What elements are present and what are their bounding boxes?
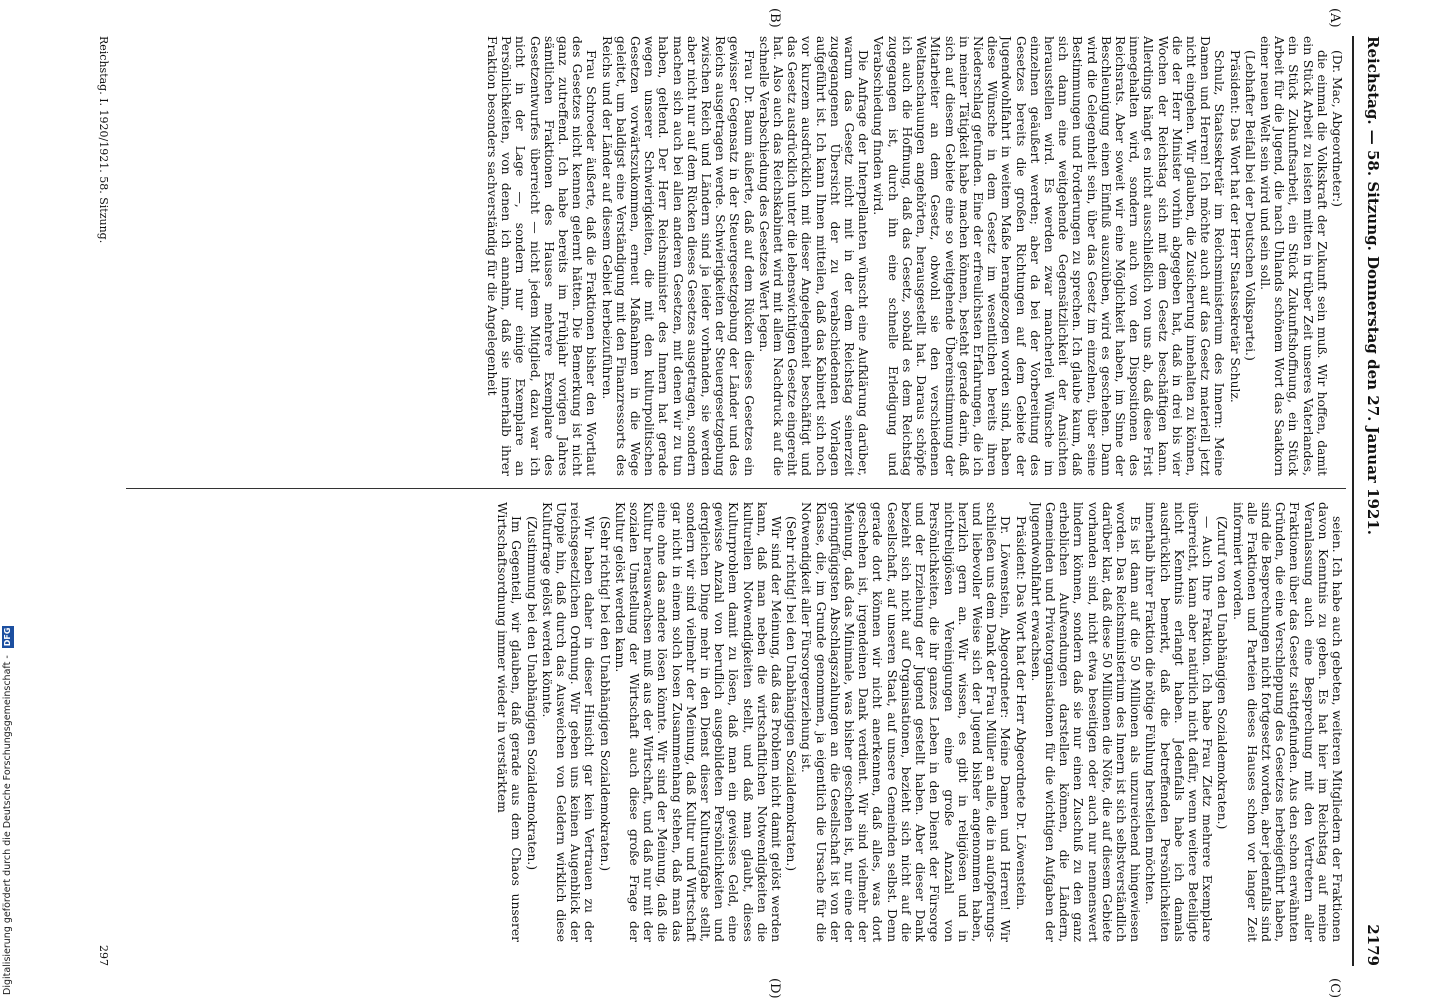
- margin-marker-c: (C): [1327, 978, 1342, 999]
- left_column-paragraph: Frau Dr. Baum äußerte, daß auf dem Rücken dieses Gesetzes ein gewisser Gegensatz in der Steuergesetzgebung der Länder und des Reichs ausgetragen werde. Schwierigkeiten der Steuergesetzgebung zwischen Reich und Ländern sind ja leider vorhanden, sie werden aber nicht nur auf dem Rücken dieses Gesetzes ausgetragen, sondern machen sich auch bei allen anderen Gesetzen, mit denen wir zu tun haben, geltend. Der Herr Reichsminister des Innern hat gerade wegen unserer Schwierigkeiten, die mit den kulturpolitischen Gesetzen vorwärtszukommen, erneut Maßnahmen in die Wege geleitet, um baldigst eine Verständigung mit den Finanzressorts des Reichs und der Länder auf diesem Gebiet herbeizuführen.: [599, 36, 756, 476]
- right_column-paragraph: Im Gegenteil, wir glauben, daß gerade aus dem Chaos unserer Wirtschaftsordnung immer wieder in verstärktem: [495, 502, 524, 942]
- right_column-paragraph: — Auch Ihre Fraktion. Ich habe Frau Zietz mehrere Exemplare überreicht, kann aber natürlich nicht dafür, wenn weitere Beteiligte nicht Kenntnis erlangt haben. Jedenfalls habe ich damals ausdrücklich bemerkt, daß die betreffenden Persönlichkeiten innerhalb ihrer Fraktion die nötige Fühlung herstellen möchten.: [1143, 502, 1215, 942]
- dfg-logo: DFG: [3, 627, 12, 647]
- left_column-paragraph: Frau Schroeder äußerte, daß die Fraktionen bisher den Wortlaut des Gesetzes nicht kennen gelernt hätten. Die Bemerkung ist nicht ganz zutreffend. Ich habe bereits im Frühjahr vorigen Jahres sämtlichen Fraktionen des Hauses mehrere Exemplare des Gesetzentwurfes überreicht — nicht jedem Mitglied, dazu war ich nicht in der Lage —, sondern nur einige Exemplare an Persönlichkeiten, von denen ich annahm, daß sie innerhalb ihrer Fraktion besonders sachverständig für die Angelegenheit: [485, 36, 599, 476]
- left_column-paragraph: (Lebhafter Beifall bei der Deutschen Volkspartei.): [1242, 50, 1257, 361]
- left-column: [124, 36, 1344, 476]
- page-number: 2179: [1364, 924, 1382, 966]
- margin-marker-b: (B): [767, 8, 782, 28]
- left_column-paragraph: Präsident: Das Wort hat der Herr Staatssekretär Schulz.: [1227, 50, 1242, 403]
- right_column-paragraph: Präsident: Das Wort hat der Herr Abgeordnete Dr. Löwenstein.: [1013, 516, 1028, 911]
- column-divider: [126, 488, 1346, 489]
- left_column-paragraph: Die Anfrage der Interpellanten wünscht eine Aufklärung darüber, warum das Gesetz nicht mit in der dem Reichstag seinerzeit zugegangenen Übersicht der zu verabschiedenden Vorlagen aufgeführt ist. Ich kann Ihnen mitteilen, daß das Kabinett sich noch vor kurzem ausdrücklich mit dieser Angelegenheit beschäftigt und das Gesetz ausdrücklich unter die lebenswichtigen Gesetze eingereiht hat. Also auch das Reichskabinett wird mit allem Nachdruck auf die schnelle Verabschiedung des Gesetzes Wert legen.: [756, 36, 871, 476]
- page-header: [1358, 36, 1382, 966]
- left_column-paragraph: die einmal die Volkskraft der Zukunft sein muß. Wir hoffen, damit ein Stück Arbeit zu leisten mitten in trüber Zeit unseres Vaterlandes, ein Stück Zukunftsarbeit, ein Stück Zukunftshoffnung, ein Stück Arbeit für die Jugend, die nach Uhlands schönem Wort das Saatkorn einer neuen Welt sein wird und sein soll.: [1257, 36, 1329, 476]
- margin-marker-a: (A): [1327, 8, 1342, 28]
- right_column-paragraph: (Sehr richtig! bei den Unabhängigen Sozialdemokraten.): [597, 516, 612, 872]
- credit-text: Digitalisierung gefördert durch die Deutsche Forschungsgemeinschaft -: [2, 655, 13, 995]
- right_column-paragraph: Dr. Löwenstein, Abgeordneter: Meine Damen und Herren! Wir schließen uns dem Dank der Frau Müller an alle, die in aufopferungs- und liebevoller Weise sich der Jugend bisher angenommen haben, herzlich gern an. Wir wissen, es gibt in religiösen und in nichtreligiösen Vereinigungen eine große Anzahl von Persönlichkeiten, die ihr ganzes Leben in den Dienst der Fürsorge und der Erziehung der Jugend gestellt haben. Aber dieser Dank bezieht sich nicht auf Organisationen, bezieht sich nicht auf die Gesellschaft, auf unseren Staat, auf unsere Gemeinden selbst. Denn gerade dort können wir nicht anerkennen, daß alles, was dort geschehen ist, irgendeinen Dank verdient. Wir sind vielmehr der Meinung, daß das Minimale, was bisher geschehen ist, nur eine der geringfügigsten Abschlagszahlungen an die Gesellschaft ist von der Klasse, die, im Grunde genommen, ja eigentlich die Ursache für die Notwendigkeit aller Fürsorgeerziehung ist.: [799, 502, 1013, 942]
- footer-session: Reichstag. I. 1920/1921. 58. Sitzung.: [97, 36, 110, 244]
- footer-page-number: 297: [97, 945, 110, 966]
- margin-marker-d: (D): [767, 978, 782, 999]
- right_column-paragraph: Wir sind der Meinung, daß das Problem nicht damit gelöst werden kann, daß man neben die wirtschaftlichen Notwendigkeiten die kulturellen Notwendigkeiten stellt, und daß man glaubt, dieses Kulturproblem damit zu lösen, daß man ein gewisses Geld, eine gewisse Anzahl von beruflich ausgebildeten Persönlichkeiten und dergleichen Dinge mehr in den Dienst dieser Kulturaufgabe stellt, sondern wir sind vielmehr der Meinung, daß Kultur und Wirtschaft gar nicht in einem solch losen Zusammenhang stehen, daß man das eine ohne das andere lösen könnte. Wir sind der Meinung, daß die Kultur herauswachsen muß aus der Wirtschaft, und daß nur mit der sozialen Umstellung der Wirtschaft auch diese große Frage der Kultur gelöst werden kann.: [612, 502, 784, 942]
- right-column: [124, 502, 1344, 942]
- right_column-paragraph: Es ist dann auf die 50 Millionen als unzureichend hingewiesen worden. Das Reichsministerium des Innern ist sich selbstverständlich darüber klar, daß diese 50 Millionen die Nöte, die auf diesem Gebiete vorhanden sind, nicht etwa beseitigen oder auch nur nennenswert lindern können, sondern daß sie nur einen Zuschuß zu den ganz erheblichen Aufwendungen darstellen können, die Ländern, Gemeinden und Privatorganisationen für die wichtigen Aufgaben der Jugendwohlfahrt erwachsen.: [1028, 502, 1143, 942]
- right_column-paragraph: (Zuruf von den Unabhängigen Sozialdemokraten.): [1215, 516, 1230, 830]
- right_column-paragraph: seien. Ich habe auch gebeten, weiteren Mitgliedern der Fraktionen davon Kenntnis zu geben. Es hat hier im Reichstag auf meine Veranlassung auch eine Besprechung mit den Vertretern aller Fraktionen über das Gesetz stattgefunden. Aus den schon erwähnten Gründen, die eine Verschleppung des Gesetzes herbeigeführt haben, sind die Besprechungen nicht fortgesetzt worden, aber jedenfalls sind alle Fraktionen und Parteien dieses Hauses schon vor langer Zeit informiert worden.: [1230, 502, 1344, 942]
- left_column-paragraph: (Dr. Mac, Abgeordneter:): [1330, 50, 1344, 207]
- right_column-paragraph: (Sehr richtig! bei den Unabhängigen Sozialdemokraten.): [784, 516, 799, 872]
- right_column-paragraph: Wir haben daher in dieser Hinsicht gar kein Vertrauen zu der reichsgesetzlichen Ordnung. Wir geben uns keinen Augenblick der Utopie hin, daß durch das Ausweichen von Geldern wirklich diese Kulturfrage gelöst werden könnte.: [539, 502, 597, 942]
- rotated-page: [87, 8, 1382, 999]
- digitization-credit: [2, 5, 14, 995]
- header-title: Reichstag. — 58. Sitzung. Donnerstag den 27. Januar 1921.: [1364, 36, 1382, 536]
- header-rule: [1352, 36, 1354, 966]
- right_column-paragraph: (Zustimmung bei den Unabhängigen Sozialdemokraten.): [524, 516, 539, 871]
- left_column-paragraph: Schulz, Staatssekretär im Reichsministerium des Innern: Meine Damen und Herren! Ich möchte auch auf das Gesetz materiell jetzt nicht eingehen. Wir glauben, die Zusicherung innehalten zu können, die der Herr Minister vorhin abgegeben hat, daß in drei bis vier Wochen der Reichstag sich mit dem Gesetz beschäftigen kann. Allerdings hängt es nicht ausschließlich von uns ab, daß diese Frist innegehalten wird, sondern auch von den Dispositionen des Reichsrats. Aber soweit wir eine Möglichkeit haben, im Sinne der Beschleunigung einen Einfluß auszuüben, wird es geschehen. Dann wird die Gelegenheit sein, über das Gesetz im einzelnen, über seine Bestimmungen und Forderungen zu sprechen. Ich glaube kaum, daß sich dann eine weitgehende Gegensätzlichkeit der Ansichten herausstellen wird. Es werden zwar mancherlei Wünsche im einzelnen geäußert werden; aber da bei der Vorbereitung des Gesetzes bereits die großen Richtungen auf dem Gebiete der Jugendwohlfahrt in weitem Maße herangezogen worden sind, haben diese Wünsche in dem Gesetz im wesentlichen bereits ihren Niederschlag gefunden. Eine der erfreulichsten Erfahrungen, die ich in meiner Tätigkeit habe machen können, besteht gerade darin, daß sich auf diesem Gebiete eine so weitgehende Übereinstimmung der Mitarbeiter an dem Gesetz, obwohl sie den verschiedenen Weltanschauungen angehörten, herausgestellt hat. Daraus schöpfe ich auch die Hoffnung, daß das Gesetz, sobald es dem Reichstag zugegangen ist, durch ihn eine schnelle Erledigung und Verabschiedung finden wird.: [871, 36, 1227, 476]
